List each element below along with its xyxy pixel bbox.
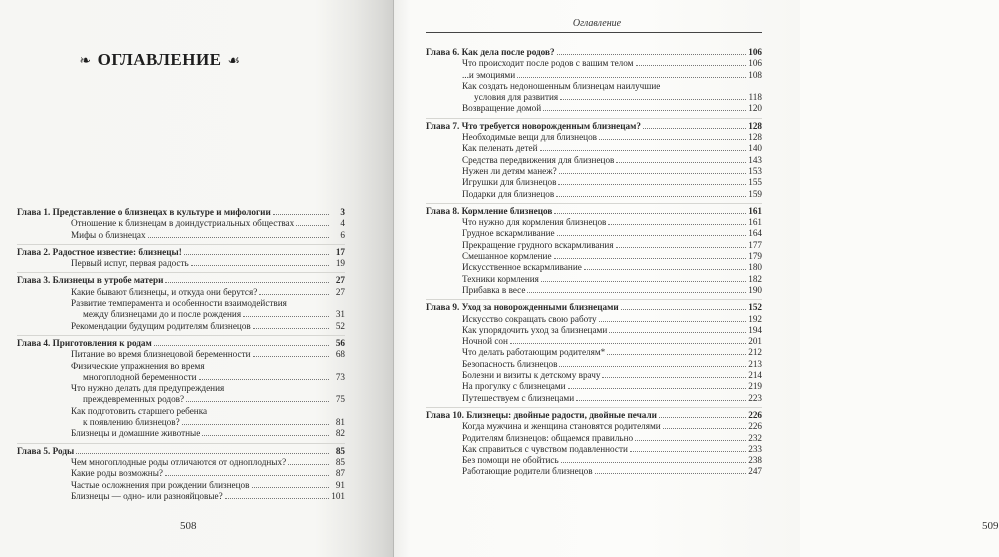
chapter-number: Глава 4. [17,337,51,348]
section-page: 73 [335,371,345,382]
section-entry-line1[interactable]: Физические упражнения во время [71,360,205,371]
section-title: Рекомендации будущим родителям близнецов [71,320,251,331]
dot-leader [186,401,329,402]
section-entry[interactable] [17,230,345,241]
dot-leader [165,475,329,476]
section-page: 223 [748,392,762,403]
ornament-right-icon: ☙ [227,54,241,69]
section-entry[interactable] [17,258,345,269]
section-entry[interactable] [17,349,345,360]
section-page: 140 [748,143,762,154]
dot-leader [621,309,746,310]
section-page: 27 [335,286,345,297]
section-entry[interactable] [426,433,762,444]
section-entry[interactable] [17,218,345,229]
chapter-page: 85 [335,445,345,456]
chapter-group [426,203,762,296]
section-page: 128 [748,132,762,143]
section-entry[interactable] [17,428,345,439]
section-entry[interactable] [17,321,345,332]
chapter-group [17,335,345,440]
section-title: Нужен ли детям манеж? [462,165,557,176]
section-page: 194 [748,324,762,335]
chapter-title: Приготовления к родам [52,337,152,348]
page-number-right: 509 [982,520,999,532]
dot-leader [607,354,746,355]
dot-leader [599,139,746,140]
chapter-entry[interactable] [17,275,345,286]
section-title: Ночной сон [462,336,508,347]
dot-leader [559,173,746,174]
chapter-entry[interactable] [17,446,345,457]
chapter-entry[interactable] [17,247,345,258]
running-head-rule [426,32,762,33]
toc-list-right [426,45,762,478]
section-page: 81 [335,417,345,428]
dot-leader [557,235,746,236]
section-page: 190 [748,284,762,295]
dot-leader [184,254,329,255]
section-page: 213 [748,358,762,369]
dot-leader [517,77,746,78]
section-title: Возвращение домой [462,103,542,114]
toc-title [0,50,320,70]
dot-leader [602,377,746,378]
dot-leader [568,388,746,389]
section-entry[interactable] [426,285,762,296]
chapter-page: 226 [748,409,762,420]
dot-leader [510,343,746,344]
section-title: Искусство сокращать свою работу [462,313,597,324]
section-entry[interactable] [426,421,762,432]
section-entry[interactable] [426,166,762,177]
chapter-page: 17 [335,246,345,257]
section-entry[interactable] [426,314,762,325]
section-page: 101 [331,490,345,501]
section-entry[interactable] [426,274,762,285]
running-head: Оглавление [572,18,622,29]
section-entry[interactable] [426,359,762,370]
section-entry[interactable] [426,455,762,466]
dot-leader [543,110,746,111]
chapter-entry[interactable] [426,302,762,313]
page-number-left: 508 [180,520,197,532]
chapter-group [426,407,762,478]
dot-leader [296,225,329,226]
section-page: 179 [748,251,762,262]
dot-leader [558,184,746,185]
section-title: Когда мужчина и женщина становятся родителями [462,421,661,432]
chapter-group [17,272,345,331]
section-page: 201 [748,336,762,347]
section-entry[interactable] [17,480,345,491]
chapter-entry[interactable] [426,206,762,217]
section-page: 161 [748,217,762,228]
section-title-cont: к появлению близнецов? [83,417,180,428]
section-entry[interactable] [426,132,762,143]
dot-leader [243,316,329,317]
chapter-number: Глава 6. [426,47,460,57]
section-title: Средства передвижения для близнецов [462,154,615,165]
chapter-title: Роды [52,445,75,456]
ornament-left-icon: ❧ [79,54,92,69]
chapter-number: Глава 7. [426,120,460,131]
section-entry[interactable] [426,381,762,392]
chapter-title: Что требуется новорожденным близнецам? [461,120,641,131]
section-page: 52 [335,320,345,331]
section-page: 238 [748,455,762,466]
section-page: 247 [748,466,762,477]
section-page: 68 [335,349,345,360]
section-page: 212 [748,347,762,358]
dot-leader [616,247,746,248]
chapter-number: Глава 5. [17,445,51,456]
section-page: 159 [748,188,762,199]
dot-leader [560,99,746,100]
section-title: Работающие родители близнецов [462,466,593,477]
section-title: Питание во время близнецовой беременности [71,349,251,360]
chapter-page: 128 [748,120,762,131]
section-page: 118 [748,92,762,103]
section-entry[interactable] [426,143,762,154]
chapter-number: Глава 9. [426,302,460,313]
section-entry-line1[interactable]: Как подготовить старшего ребенка [71,405,208,416]
section-title: Что происходит после родов с вашим телом [462,58,634,69]
section-entry[interactable] [17,468,345,479]
section-title: Подарки для близнецов [462,188,555,199]
section-title: Мифы о близнецах [71,229,146,240]
chapter-page: 56 [335,337,345,348]
section-title: Прекращение грудного вскармливания [462,239,614,250]
section-page: 19 [335,258,345,269]
section-entry[interactable] [426,217,762,228]
section-entry[interactable] [426,92,762,103]
dot-leader [663,428,746,429]
section-entry-line1[interactable]: Как создать недоношенным близнецам наилучшие [462,80,661,91]
chapter-group [426,299,762,404]
section-title: Частые осложнения при рождении близнецов [71,479,250,490]
section-title: Болезни и визиты к детскому врачу [462,370,601,381]
section-entry[interactable] [426,70,762,81]
section-title: Чем многоплодные роды отличаются от одноплодных? [71,456,287,467]
dot-leader [259,294,329,295]
section-title: Какие роды возможны? [71,468,163,479]
section-page: 6 [340,229,345,240]
section-title: Искусственное вскармливание [462,262,582,273]
section-page: 153 [748,165,762,176]
section-page: 75 [335,394,345,405]
chapter-title: Близнецы в утробе матери [52,275,164,286]
dot-leader [556,196,746,197]
dot-leader [635,440,746,441]
section-entry[interactable] [426,325,762,336]
chapter-entry[interactable] [17,207,345,218]
section-title: Близнецы и домашние животные [71,428,201,439]
chapter-entry[interactable] [426,47,762,58]
dot-leader [659,417,746,418]
section-title: Отношение к близнецам в доиндустриальных обществах [71,218,295,229]
section-page: 155 [748,177,762,188]
section-page: 106 [748,58,762,69]
chapter-number: Глава 1. [17,207,51,217]
section-page: 180 [748,262,762,273]
dot-leader [540,150,746,151]
section-entry[interactable] [426,347,762,358]
section-entry-line1[interactable]: Развитие темперамента и особенности взаимодействия [71,298,287,309]
left-page [0,0,394,557]
dot-leader [182,424,329,425]
toc-list-left [17,205,345,502]
section-title: Безопасность близнецов [462,358,558,369]
section-page: 177 [748,239,762,250]
section-entry[interactable] [17,372,345,383]
dot-leader [616,162,746,163]
dot-leader [554,213,746,214]
section-entry[interactable] [426,155,762,166]
dot-leader [148,237,329,238]
dot-leader [576,400,746,401]
chapter-entry[interactable] [426,121,762,132]
chapter-page: 106 [748,47,762,57]
chapter-title: Как дела после родов? [461,47,555,57]
chapter-title: Радостное известие: близнецы! [52,246,182,257]
section-title: Что делать работающим родителям* [462,347,606,358]
chapter-number: Глава 3. [17,275,51,286]
chapter-page: 161 [748,205,762,216]
dot-leader [202,435,329,436]
section-title-cont: преждевременных родов? [83,394,185,405]
section-title: Близнецы — одно- или разнояйцовые? [71,490,223,501]
dot-leader [609,332,746,333]
dot-leader [595,473,746,474]
chapter-page: 3 [340,207,345,217]
section-entry[interactable] [17,287,345,298]
dot-leader [599,321,746,322]
section-page: 87 [335,468,345,479]
dot-leader [199,379,329,380]
dot-leader [559,366,746,367]
dot-leader [636,65,747,66]
section-entry[interactable] [426,228,762,239]
section-entry[interactable] [17,457,345,468]
chapter-group [17,205,345,241]
section-page: 31 [335,309,345,320]
chapter-entry[interactable] [426,410,762,421]
section-title: Путешествуем с близнецами [462,392,575,403]
dot-leader [541,281,746,282]
section-page: 232 [748,432,762,443]
section-page: 91 [335,479,345,490]
dot-leader [561,462,746,463]
chapter-group [426,45,762,115]
section-entry-line1[interactable]: Что нужно делать для предупреждения [71,383,225,394]
right-page [394,0,999,557]
dot-leader [154,345,329,346]
section-entry[interactable] [17,394,345,405]
section-title: Грудное вскармливание [462,228,555,239]
chapter-number: Глава 10. [426,409,464,420]
dot-leader [252,487,330,488]
section-entry[interactable] [17,417,345,428]
section-page: 219 [748,381,762,392]
section-entry[interactable] [426,466,762,477]
chapter-title: Уход за новорожденными близнецами [461,302,619,313]
section-title-cont: многоплодной беременности [83,371,197,382]
chapter-title: Близнецы: двойные радости, двойные печали [466,409,657,420]
section-entry[interactable] [426,370,762,381]
section-page: 226 [748,421,762,432]
dot-leader [554,258,746,259]
section-page: 120 [748,103,762,114]
section-title: Техники кормления [462,273,539,284]
chapter-number: Глава 8. [426,205,460,216]
chapter-group [426,118,762,200]
dot-leader [630,451,746,452]
chapter-number: Глава 2. [17,246,51,257]
section-page: 143 [748,154,762,165]
section-page: 4 [340,218,345,229]
section-title: Первый испуг, первая радость [71,258,189,269]
chapter-title: Представление о близнецах в культуре и мифологии [52,207,271,217]
section-title: Прибавка в весе [462,284,526,295]
chapter-group [17,443,345,502]
section-title: Что нужно для кормления близнецов [462,217,607,228]
toc-title-text: ОГЛАВЛЕНИЕ [97,50,222,69]
section-entry[interactable] [426,251,762,262]
dot-leader [273,214,329,215]
section-title: ...и эмоциями [462,69,516,80]
dot-leader [191,265,329,266]
dot-leader [527,292,746,293]
dot-leader [608,224,746,225]
dot-leader [253,328,329,329]
section-title: Необходимые вещи для близнецов [462,132,598,143]
section-title: Как справиться с чувством подавленности [462,443,628,454]
section-entry[interactable] [426,444,762,455]
dot-leader [288,464,329,465]
section-page: 108 [748,69,762,80]
section-title: Родителям близнецов: общаемся правильно [462,432,634,443]
section-page: 214 [748,370,762,381]
section-entry[interactable] [426,103,762,114]
section-page: 233 [748,443,762,454]
section-title: Какие бывают близнецы, и откуда они берутся? [71,286,258,297]
section-title: На прогулку с близнецами [462,381,566,392]
section-title: Как пеленать детей [462,143,538,154]
dot-leader [643,128,746,129]
dot-leader [557,54,746,55]
section-title: Смешанное кормление [462,251,552,262]
section-title-cont: условия для развития [474,92,559,103]
section-page: 164 [748,228,762,239]
section-page: 82 [335,428,345,439]
section-entry[interactable] [426,393,762,404]
section-entry[interactable] [426,177,762,188]
section-entry[interactable] [17,491,345,502]
section-page: 192 [748,313,762,324]
chapter-page: 27 [335,275,345,286]
chapter-title: Кормление близнецов [461,205,553,216]
section-page: 182 [748,273,762,284]
section-title: Игрушки для близнецов [462,177,557,188]
section-entry[interactable] [426,58,762,69]
dot-leader [76,453,329,454]
section-entry[interactable] [426,240,762,251]
dot-leader [165,282,329,283]
dot-leader [253,356,329,357]
dot-leader [584,269,746,270]
chapter-page: 152 [748,302,762,313]
section-title-cont: между близнецами до и после рождения [83,309,242,320]
section-title: Как упорядочить уход за близнецами [462,324,608,335]
dot-leader [225,498,329,499]
chapter-entry[interactable] [17,338,345,349]
section-page: 85 [335,456,345,467]
section-entry[interactable] [426,262,762,273]
chapter-group [17,244,345,270]
section-entry[interactable] [17,309,345,320]
section-entry[interactable] [426,189,762,200]
section-title: Без помощи не обойтись [462,455,559,466]
section-entry[interactable] [426,336,762,347]
